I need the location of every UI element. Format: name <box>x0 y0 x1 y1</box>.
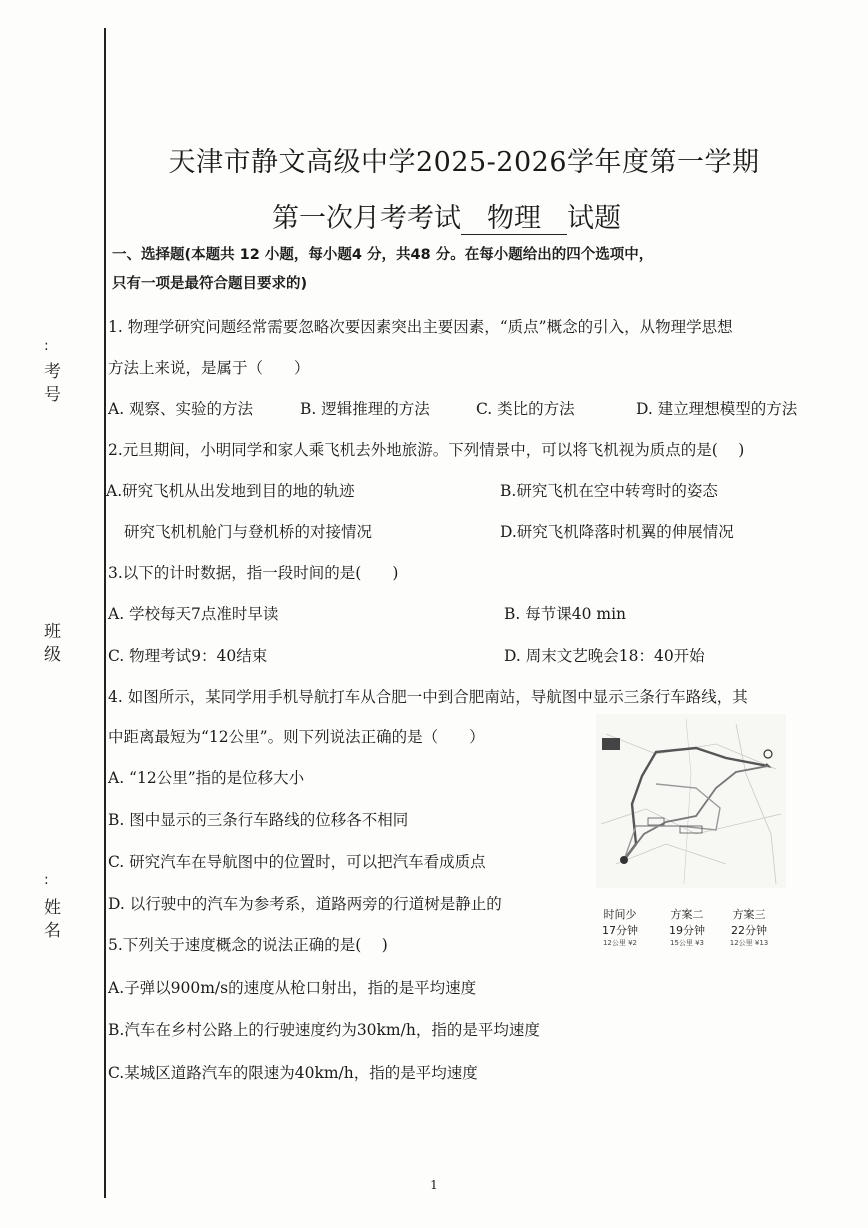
section-heading-line1: 一、选择题(本题共 12 小题，每小题4 分，共48 分。在每小题给出的四个选项中， <box>112 247 654 263</box>
q4-option-d: D. 以行驶中的汽车为参考系，道路两旁的行道树是静止的 <box>108 895 502 913</box>
q1-option-c: C. 类比的方法 <box>476 400 575 418</box>
route-3-label: 方案三 <box>732 908 766 921</box>
subtitle-prefix: 第一次月考考试 <box>272 203 461 234</box>
q4-stem-line2: 中距离最短为“12公里”。则下列说法正确的是（ ） <box>108 728 485 746</box>
route-2-detail: 15公里 ¥3 <box>669 939 705 947</box>
q2-option-b: B.研究飞机在空中转弯时的姿态 <box>500 482 718 500</box>
route-3-time: 22分钟 <box>731 924 767 937</box>
q1-stem-line1: 1. 物理学研究问题经常需要忽略次要因素突出主要因素，“质点”概念的引入，从物理学思想 <box>108 318 733 336</box>
q3-option-d: D. 周末文艺晚会18：40开始 <box>504 647 705 665</box>
q1-option-d: D. 建立理想模型的方法 <box>636 400 798 418</box>
subject-blank: 物理 <box>461 204 567 235</box>
binding-line <box>104 28 106 1198</box>
q3-option-a: A. 学校每天7点准时早读 <box>108 605 279 623</box>
q3-option-b: B. 每节课40 min <box>504 605 627 623</box>
route-2-time: 19分钟 <box>669 924 705 937</box>
q5-option-a: A.子弹以900m/s的速度从枪口射出，指的是平均速度 <box>108 979 477 997</box>
route-option-1[interactable] <box>598 906 642 948</box>
q4-option-a: A. “12公里”指的是位移大小 <box>108 769 305 787</box>
route-map-graphic <box>596 714 786 888</box>
q4-stem-line1: 4. 如图所示，某同学用手机导航打车从合肥一中到合肥南站，导航图中显示三条行车路线，其 <box>108 688 748 706</box>
q3-option-c: C. 物理考试9：40结束 <box>108 647 268 665</box>
navigation-map <box>596 714 786 888</box>
margin-name: 姓名 <box>40 898 60 944</box>
route-1-label: 时间少 <box>603 908 637 921</box>
exam-subtitle <box>272 196 621 235</box>
route-option-2[interactable] <box>662 906 712 948</box>
margin-colon: : <box>44 338 49 354</box>
route-1-detail: 12公里 ¥2 <box>602 939 638 947</box>
q4-option-c: C. 研究汽车在导航图中的位置时，可以把汽车看成质点 <box>108 853 486 871</box>
q2-stem: 2.元旦期间，小明同学和家人乘飞机去外地旅游。下列情景中，可以将飞机视为质点的是( ) <box>108 441 745 459</box>
margin-exam-no: 考号 <box>40 362 60 408</box>
q1-stem-line2: 方法上来说，是属于（ ） <box>108 359 310 377</box>
route-2-label: 方案二 <box>670 908 704 921</box>
q2-option-a: A.研究飞机从出发地到目的地的轨迹 <box>106 482 355 500</box>
route-1-time: 17分钟 <box>602 924 638 937</box>
q2-option-c: 研究飞机机舱门与登机桥的对接情况 <box>124 523 373 541</box>
route-3-detail: 12公里 ¥13 <box>729 939 769 947</box>
margin-class: 班级 <box>40 622 60 668</box>
route-option-3[interactable] <box>724 906 774 948</box>
q5-option-c: C.某城区道路汽车的限速为40km/h，指的是平均速度 <box>108 1064 478 1082</box>
exam-title: 天津市静文高级中学2025-2026学年度第一学期 <box>168 147 760 178</box>
q3-stem: 3.以下的计时数据，指一段时间的是( ) <box>108 564 399 582</box>
section-heading-line2: 只有一项是最符合题目要求的) <box>112 276 308 292</box>
q5-stem: 5.下列关于速度概念的说法正确的是( ) <box>108 936 388 954</box>
page-number: 1 <box>430 1178 438 1192</box>
q4-option-b: B. 图中显示的三条行车路线的位移各不相同 <box>108 811 409 829</box>
q2-option-d: D.研究飞机降落时机翼的伸展情况 <box>500 523 734 541</box>
margin-colon: : <box>44 872 49 888</box>
q1-option-a: A. 观察、实验的方法 <box>108 400 254 418</box>
q5-option-b: B.汽车在乡村公路上的行驶速度约为30km/h，指的是平均速度 <box>108 1021 540 1039</box>
subtitle-suffix: 试题 <box>567 203 621 234</box>
q1-option-b: B. 逻辑推理的方法 <box>300 400 430 418</box>
